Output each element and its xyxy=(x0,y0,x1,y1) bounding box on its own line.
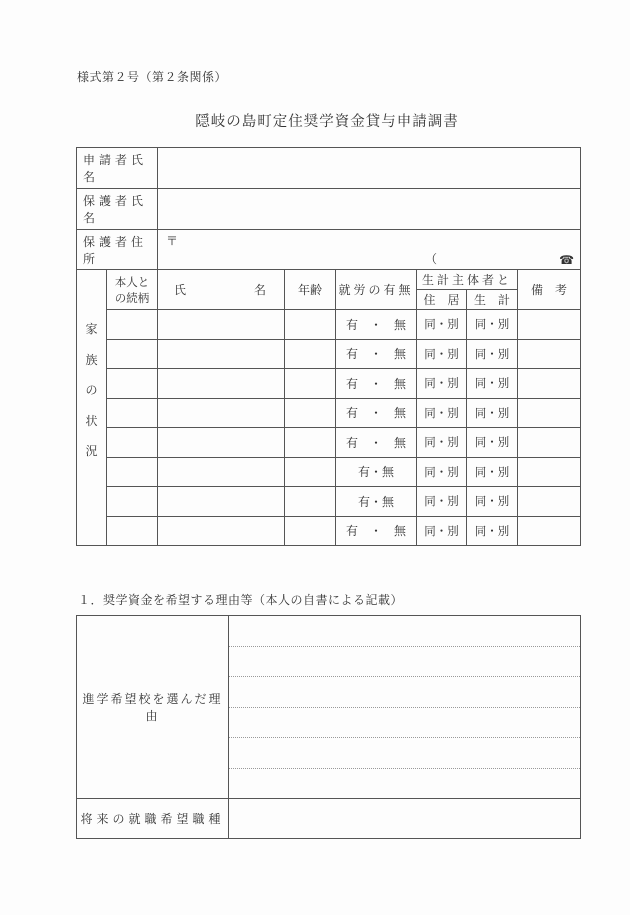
livelihood-cell[interactable]: 同・別 xyxy=(467,487,518,517)
residence-header: 住 居 xyxy=(417,290,467,310)
relation-cell[interactable] xyxy=(107,310,158,340)
family-status-label: 家 族 の 状 況 xyxy=(77,270,107,546)
family-row xyxy=(77,369,581,399)
guardian-name-field[interactable] xyxy=(158,189,581,230)
age-cell[interactable] xyxy=(285,310,336,340)
document-title: 隠岐の島町定住奨学資金貸与申請調書 xyxy=(195,114,459,130)
relation-cell[interactable] xyxy=(107,457,158,487)
phone-paren: （ xyxy=(425,252,438,266)
remarks-cell[interactable] xyxy=(518,516,581,546)
residence-cell[interactable]: 同・別 xyxy=(417,457,467,487)
livelihood-cell[interactable]: 同・別 xyxy=(467,457,518,487)
family-row xyxy=(77,310,581,340)
form-number: 様式第２号（第２条関係） xyxy=(77,70,228,84)
family-row xyxy=(77,487,581,517)
residence-cell[interactable]: 同・別 xyxy=(417,310,467,340)
residence-cell[interactable]: 同・別 xyxy=(417,428,467,458)
name-cell[interactable] xyxy=(158,457,285,487)
employment-cell[interactable]: 有 ・ 無 xyxy=(336,516,417,546)
reason-table xyxy=(76,615,581,839)
age-cell[interactable] xyxy=(285,398,336,428)
age-cell[interactable] xyxy=(285,516,336,546)
relation-cell[interactable] xyxy=(107,398,158,428)
employment-cell[interactable]: 有 ・ 無 xyxy=(336,398,417,428)
name-cell[interactable] xyxy=(158,339,285,369)
employment-header: 就労の有無 xyxy=(336,270,417,310)
relation-cell[interactable] xyxy=(107,339,158,369)
employment-cell[interactable]: 有 ・ 無 xyxy=(336,428,417,458)
remarks-cell[interactable] xyxy=(518,310,581,340)
section1-heading: １．奨学資金を希望する理由等（本人の自書による記載） xyxy=(78,593,404,607)
age-cell[interactable] xyxy=(285,339,336,369)
family-row xyxy=(77,398,581,428)
residence-cell[interactable]: 同・別 xyxy=(417,487,467,517)
livelihood-cell[interactable]: 同・別 xyxy=(467,369,518,399)
family-row xyxy=(77,457,581,487)
remarks-cell[interactable] xyxy=(518,457,581,487)
residence-cell[interactable]: 同・別 xyxy=(417,398,467,428)
remarks-cell[interactable] xyxy=(518,428,581,458)
guardian-address-field[interactable] xyxy=(158,230,581,270)
relation-cell[interactable] xyxy=(107,516,158,546)
relation-header: 本人と の続柄 xyxy=(107,270,158,310)
age-header: 年齢 xyxy=(285,270,336,310)
name-cell[interactable] xyxy=(158,369,285,399)
remarks-cell[interactable] xyxy=(518,487,581,517)
name-cell[interactable] xyxy=(158,398,285,428)
school-reason-label: 進学希望校を選んだ理由 xyxy=(77,616,229,799)
age-cell[interactable] xyxy=(285,457,336,487)
name-cell[interactable] xyxy=(158,516,285,546)
livelihood-cell[interactable]: 同・別 xyxy=(467,428,518,458)
livelihood-cell[interactable]: 同・別 xyxy=(467,516,518,546)
employment-cell[interactable]: 有 ・ 無 xyxy=(336,310,417,340)
employment-cell[interactable]: 有・無 xyxy=(336,487,417,517)
remarks-cell[interactable] xyxy=(518,369,581,399)
remarks-header: 備 考 xyxy=(518,270,581,310)
employment-cell[interactable]: 有 ・ 無 xyxy=(336,369,417,399)
postal-mark: 〒 xyxy=(166,234,179,248)
guardian-address-label: 保護者住所 xyxy=(77,230,158,270)
employment-cell[interactable]: 有・無 xyxy=(336,457,417,487)
name-header: 氏 名 xyxy=(158,270,285,310)
relation-cell[interactable] xyxy=(107,369,158,399)
name-cell[interactable] xyxy=(158,428,285,458)
applicant-name-field[interactable] xyxy=(158,148,581,189)
residence-cell[interactable]: 同・別 xyxy=(417,339,467,369)
name-cell[interactable] xyxy=(158,487,285,517)
relation-cell[interactable] xyxy=(107,428,158,458)
future-job-label: 将来の就職希望職種 xyxy=(77,799,229,839)
guardian-name-label: 保護者氏名 xyxy=(77,189,158,230)
applicant-name-label: 申請者氏名 xyxy=(77,148,158,189)
age-cell[interactable] xyxy=(285,369,336,399)
residence-cell[interactable]: 同・別 xyxy=(417,516,467,546)
employment-cell[interactable]: 有 ・ 無 xyxy=(336,339,417,369)
livelihood-cell[interactable]: 同・別 xyxy=(467,310,518,340)
livelihood-cell[interactable]: 同・別 xyxy=(467,339,518,369)
livelihood-header: 生 計 xyxy=(467,290,518,310)
age-cell[interactable] xyxy=(285,487,336,517)
name-cell[interactable] xyxy=(158,310,285,340)
family-row xyxy=(77,428,581,458)
family-row xyxy=(77,516,581,546)
household-head-header: 生計主体者と xyxy=(417,270,518,290)
residence-cell[interactable]: 同・別 xyxy=(417,369,467,399)
age-cell[interactable] xyxy=(285,428,336,458)
future-job-field[interactable] xyxy=(229,799,581,839)
family-row xyxy=(77,339,581,369)
relation-cell[interactable] xyxy=(107,487,158,517)
remarks-cell[interactable] xyxy=(518,339,581,369)
application-table xyxy=(76,147,581,546)
phone-icon: ☎ xyxy=(559,253,575,267)
remarks-cell[interactable] xyxy=(518,398,581,428)
school-reason-field[interactable] xyxy=(229,616,581,799)
livelihood-cell[interactable]: 同・別 xyxy=(467,398,518,428)
